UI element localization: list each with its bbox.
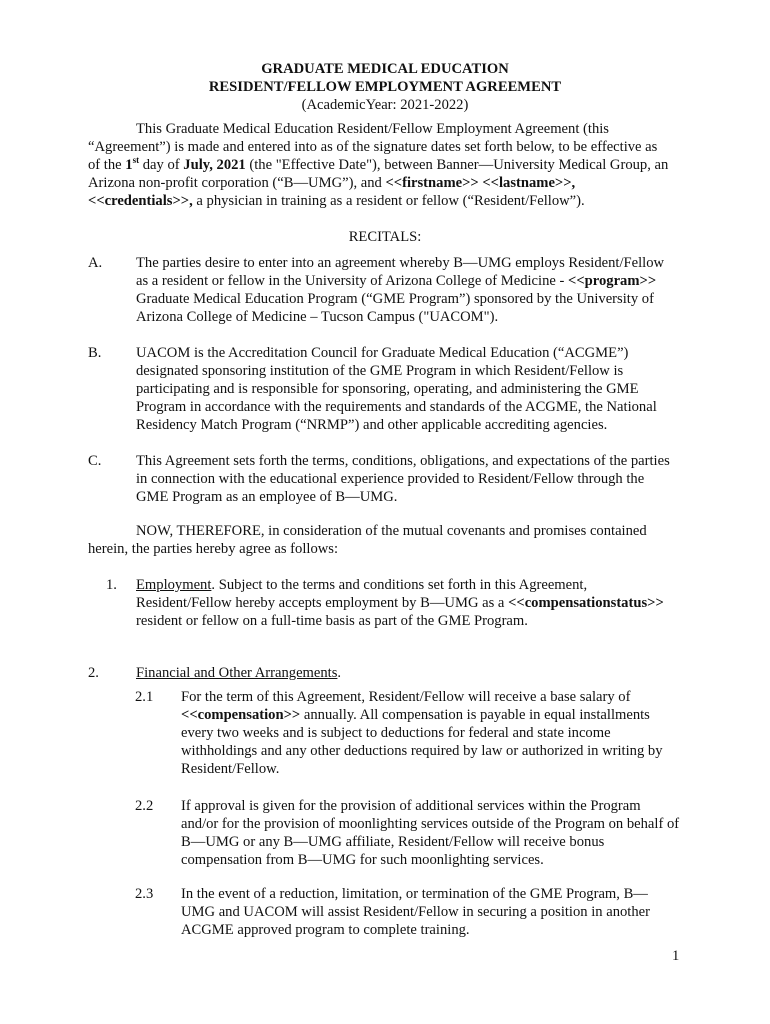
therefore-paragraph: NOW, THEREFORE, in consideration of the mutual covenants and promises contained herein, the parties hereby agree as follows: xyxy=(88,523,647,557)
section-text: Employment. Subject to the terms and conditions set forth in this Agreement, Resident/Fellow hereby accepts employment by B—UMG as a <<compensationstatus>> resident or fellow on a full-time basis as part of the GME Program. xyxy=(136,577,664,629)
section-heading: Financial and Other Arrangements xyxy=(136,665,338,681)
compensation-placeholder: <<compensation>> xyxy=(181,707,301,723)
recital-text: This Agreement sets forth the terms, conditions, obligations, and expectations of the parties in connection with the educational experience provided to Resident/Fellow through the GME Program as an employee of B—UMG. xyxy=(136,453,670,505)
subsection-number: 2.2 xyxy=(135,798,154,814)
section-2: 2. Financial and Other Arrangements. xyxy=(88,665,342,681)
subsection-number: 2.1 xyxy=(135,689,154,705)
compensation-status-placeholder: <<compensationstatus>> xyxy=(508,595,664,611)
recital-label: C. xyxy=(88,453,102,469)
intro-paragraph: This Graduate Medical Education Resident/Fellow Employment Agreement (this “Agreement”) is made and entered into as of the signature dates set forth below, to be effective as of the 1st day of July, 2021 (the "Effective Date"), between Banner—University Medical Group, an Arizona non-profit corporation (“B—UMG”), and <<firstname>> <<lastname>>, <<credentials>>, a physician in training as a resident or fellow (“Resident/Fellow”). xyxy=(88,121,669,209)
program-placeholder: <<program>> xyxy=(568,273,657,289)
subsection-text: If approval is given for the provision of additional services within the Program and/or for the provision of moonlighting services outside of the Program on behalf of B—UMG or any B—UMG affiliate, Resident/Fellow will receive bonus compensation from B—UMG for such moonlighting services. xyxy=(181,798,680,868)
recitals-heading: RECITALS: xyxy=(348,229,422,245)
section-heading: Employment xyxy=(136,577,212,593)
document-subtitle: RESIDENT/FELLOW EMPLOYMENT AGREEMENT xyxy=(208,79,562,95)
section-number: 1. xyxy=(106,577,117,593)
page-number: 1 xyxy=(672,948,680,964)
resident-name-placeholder: <<firstname>> <<lastname>>, <<credentials>>, xyxy=(88,175,576,209)
section-1 xyxy=(106,576,676,630)
subsection-text: In the event of a reduction, limitation, or termination of the GME Program, B—UMG and UACOM will assist Resident/Fellow in securing a position in another ACGME approved program to complete training. xyxy=(181,886,650,938)
academic-year: (AcademicYear: 2021-2022) xyxy=(301,97,469,113)
subsection-2-2 xyxy=(135,797,680,869)
subsection-2-1 xyxy=(135,688,680,778)
subsection-2-3 xyxy=(135,885,680,939)
subsection-number: 2.3 xyxy=(135,886,154,902)
recital-b xyxy=(88,344,678,434)
subsection-text: For the term of this Agreement, Resident/Fellow will receive a base salary of <<compensation>> annually. All compensation is payable in equal installments every two weeks and is subject to deductions for federal and state income withholdings and any other deductions required by law or authorized in writing by Resident/Fellow. xyxy=(181,689,663,777)
document-title: GRADUATE MEDICAL EDUCATION xyxy=(261,61,509,77)
section-number: 2. xyxy=(88,665,99,681)
effective-day: 1st xyxy=(125,155,140,173)
recital-text: UACOM is the Accreditation Council for Graduate Medical Education (“ACGME”) designated sponsoring institution of the GME Program in which Resident/Fellow is participating and is responsible for sponsoring, operating, and administering the GME Program in accordance with the requirements and standards of the ACGME, the National Residency Match Program (“NRMP”) and other applicable accrediting agencies. xyxy=(136,345,657,433)
recital-c xyxy=(88,452,678,506)
recital-text: The parties desire to enter into an agreement whereby B—UMG employs Resident/Fellow as a resident or fellow in the University of Arizona College of Medicine - <<program>> Graduate Medical Education Program (“GME Program”) sponsored by the University of Arizona College of Medicine – Tucson Campus ("UACOM"). xyxy=(136,255,665,325)
effective-date: July, 2021 xyxy=(183,157,246,173)
recital-label: B. xyxy=(88,345,102,361)
recital-a xyxy=(88,254,678,326)
recital-label: A. xyxy=(88,255,103,271)
